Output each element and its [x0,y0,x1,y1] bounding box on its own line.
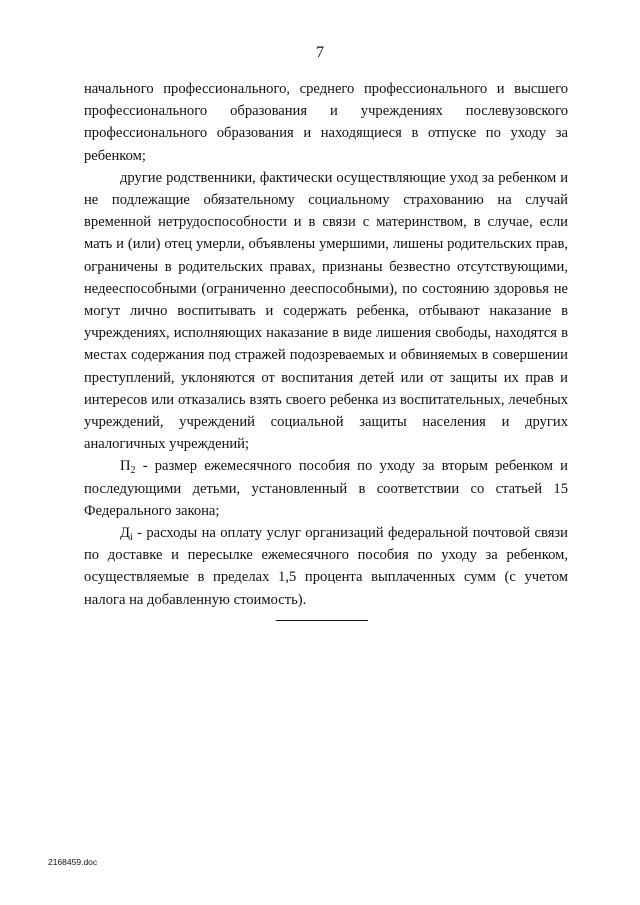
paragraph-p2-definition [84,455,568,522]
footer-filename: 2168459.doc [48,857,98,867]
document-body [84,78,568,611]
di-symbol: Д [120,525,130,542]
end-divider-line [276,620,368,621]
di-subscript: i [129,532,133,544]
paragraph-continuation: начального профессионального, среднего профессионального и высшего профессионального образования и учреждениях послевузовского профессионального образования и находящиеся в отпуске по уходу за ребенком; [84,81,568,164]
p2-subscript: 2 [130,465,136,477]
di-text: - расходы на оплату услуг организаций федеральной почтовой связи по доставке и пересылке ежемесячного пособия по уходу за ребенком, осуществляемые в пределах 1,5 процента выплаченных сумм (с учетом налога на добавленную стоимость). [84,525,568,608]
paragraph-di-definition [84,522,568,611]
paragraph-other-relatives: другие родственники, фактически осуществляющие уход за ребенком и не подлежащие обязательному социальному страхованию на случай временной нетрудоспособности и в связи с материнством, в случае, если мать и (или) отец умерли, объявлены умершими, лишены родительских прав, ограничены в родительских правах, признаны безвестно отсутствующими, недееспособными (ограниченно дееспособными), по состоянию здоровья не могут лично воспитывать и содержать ребенка, отбывают наказание в учреждениях, исполняющих наказание в виде лишения свободы, находятся в местах содержания под стражей подозреваемых и обвиняемых в совершении преступлений, уклоняются от воспитания детей или от защиты их прав и интересов или отказались взять своего ребенка из воспитательных, лечебных учреждений, учреждений социальной защиты населения и других аналогичных учреждений; [84,169,568,453]
p2-text: - размер ежемесячного пособия по уходу за вторым ребенком и последующими детьми, установленный в соответствии со статьей 15 Федерального закона; [84,458,568,519]
page-number: 7 [316,44,324,61]
p2-symbol: П [120,458,131,475]
